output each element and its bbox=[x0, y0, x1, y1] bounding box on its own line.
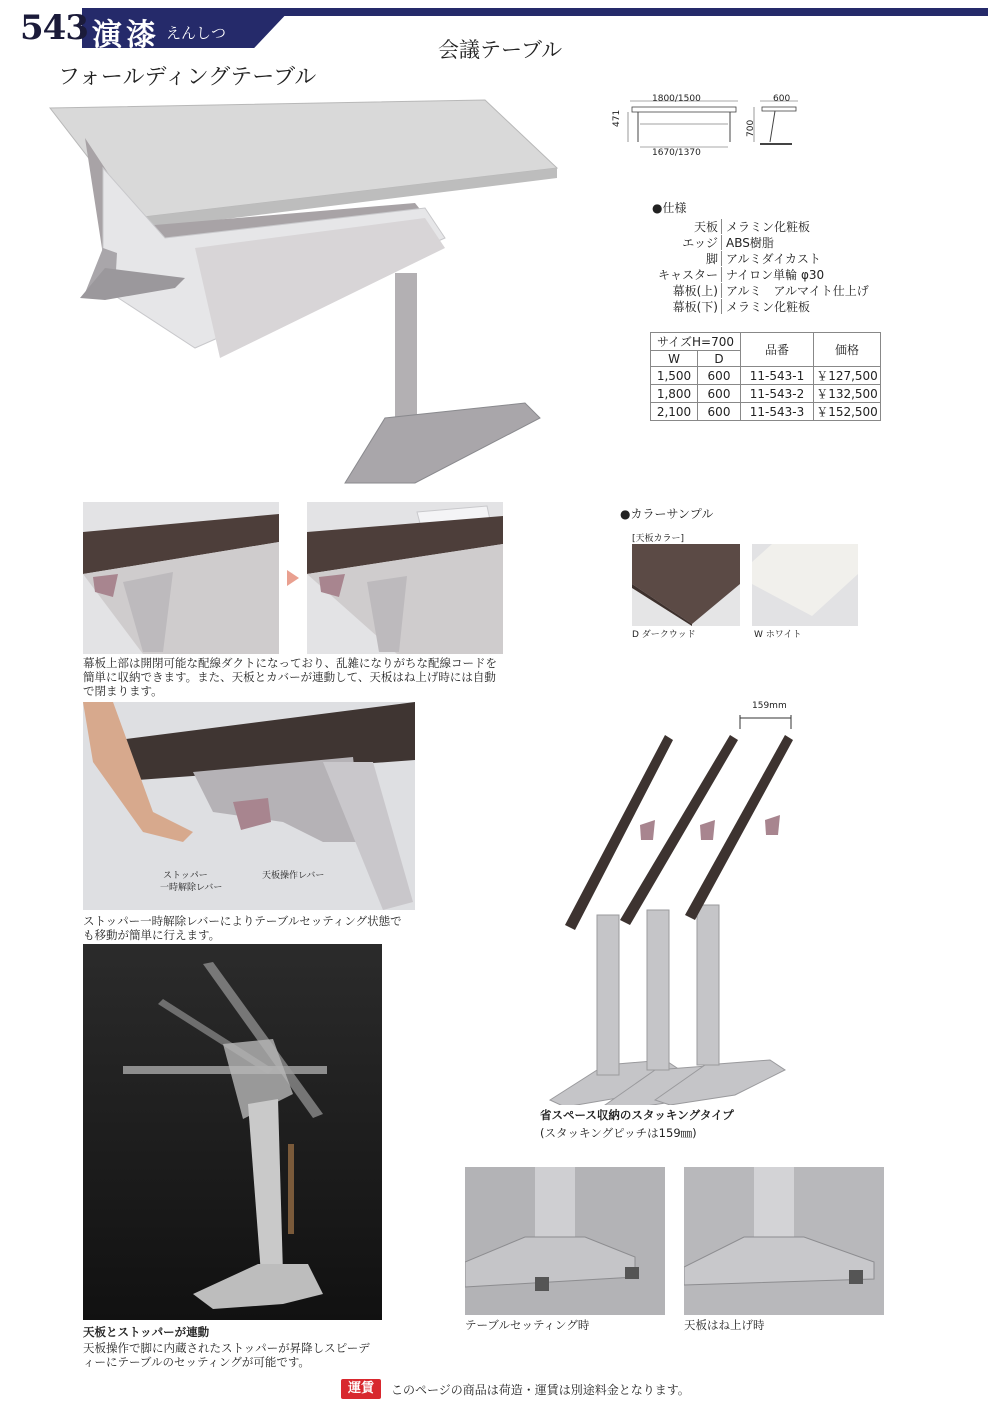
size-header: サイズH=700 bbox=[651, 333, 741, 351]
stacking-photo bbox=[545, 715, 870, 1105]
header-rule bbox=[240, 8, 988, 16]
product-title: フォールディングテーブル bbox=[58, 65, 317, 90]
dim-knee-height: 471 bbox=[612, 109, 622, 127]
stacking-title: 省スペース収納のスタッキングタイプ bbox=[540, 1108, 734, 1122]
brand-name: 演漆 bbox=[92, 18, 160, 53]
color-heading: ●カラーサンプル bbox=[620, 507, 714, 521]
stopper-caption: ストッパー一時解除レバーによりテーブルセッティング状態でも移動が簡単に行えます。 bbox=[83, 914, 402, 942]
shipping-badge: 運賃 bbox=[341, 1379, 381, 1399]
setting-photo bbox=[465, 1167, 665, 1315]
code-header: 品番 bbox=[741, 333, 814, 367]
table-row: 1,800 600 11-543-2 ￥132,500 bbox=[651, 385, 881, 403]
duct-open-photo bbox=[307, 502, 503, 654]
flipped-caption: 天板はね上げ時 bbox=[684, 1318, 765, 1332]
spec-row: キャスター ナイロン単輪 φ30 bbox=[657, 268, 825, 282]
w-header: W bbox=[651, 351, 698, 367]
price-header: 価格 bbox=[814, 333, 881, 367]
dim-top-width: 1800/1500 bbox=[652, 94, 701, 104]
color-label-white: W ホワイト bbox=[754, 630, 802, 640]
spec-row: エッジ ABS樹脂 bbox=[682, 236, 774, 250]
duct-closed-photo bbox=[83, 502, 279, 654]
dim-base-width: 1670/1370 bbox=[652, 148, 701, 158]
duct-caption: 幕板上部は開閉可能な配線ダクトになっており、乱雑になりがちな配線コードを簡単に収納できます。また、天板とカバーが連動して、天板はね上げ時には自動で閉まります。 bbox=[83, 656, 497, 698]
category-title: 会議テーブル bbox=[438, 38, 563, 62]
dim-height: 700 bbox=[746, 119, 756, 137]
brand-reading: えんしつ bbox=[166, 24, 227, 42]
stopper-release-label: 一時解除レバー bbox=[160, 883, 223, 893]
table-row: 2,100 600 11-543-3 ￥152,500 bbox=[651, 403, 881, 421]
main-product-photo bbox=[45, 88, 565, 488]
shipping-note: このページの商品は荷造・運賃は別途料金となります。 bbox=[391, 1383, 690, 1397]
spec-heading: ●仕様 bbox=[652, 201, 687, 215]
lever-label: 天板操作レバー bbox=[262, 871, 325, 881]
page-number: 543 bbox=[20, 8, 88, 48]
stopper-label: ストッパー bbox=[163, 871, 208, 881]
color-label-dark: D ダークウッド bbox=[632, 630, 696, 640]
spec-row: 幕板(下) メラミン化粧板 bbox=[672, 300, 811, 314]
spec-row: 脚 アルミダイカスト bbox=[705, 252, 821, 266]
dim-depth: 600 bbox=[773, 94, 791, 104]
flipped-photo bbox=[684, 1167, 884, 1315]
linked-body: 天板操作で脚に内蔵されたストッパーが昇降しスピーディーにテーブルのセッティングが可能です。 bbox=[83, 1341, 370, 1369]
arrow-right-icon bbox=[287, 570, 299, 586]
stopper-photo bbox=[83, 702, 415, 910]
stacking-subtitle: (スタッキングピッチは159㎜) bbox=[540, 1126, 697, 1140]
spec-row: 天板 メラミン化粧板 bbox=[693, 220, 811, 234]
price-table bbox=[650, 332, 881, 421]
linked-title: 天板とストッパーが連動 bbox=[83, 1325, 210, 1339]
linked-mechanism-photo bbox=[83, 944, 382, 1320]
stacking-pitch-label: 159mm bbox=[752, 701, 787, 711]
spec-row: 幕板(上) アルミ アルマイト仕上げ bbox=[672, 284, 869, 298]
d-header: D bbox=[698, 351, 741, 367]
color-swatch-white bbox=[752, 544, 858, 626]
color-subheading: [天板カラー] bbox=[632, 534, 685, 544]
color-swatch-dark bbox=[632, 544, 740, 626]
table-row: 1,500 600 11-543-1 ￥127,500 bbox=[651, 367, 881, 385]
setting-caption: テーブルセッティング時 bbox=[465, 1318, 590, 1332]
